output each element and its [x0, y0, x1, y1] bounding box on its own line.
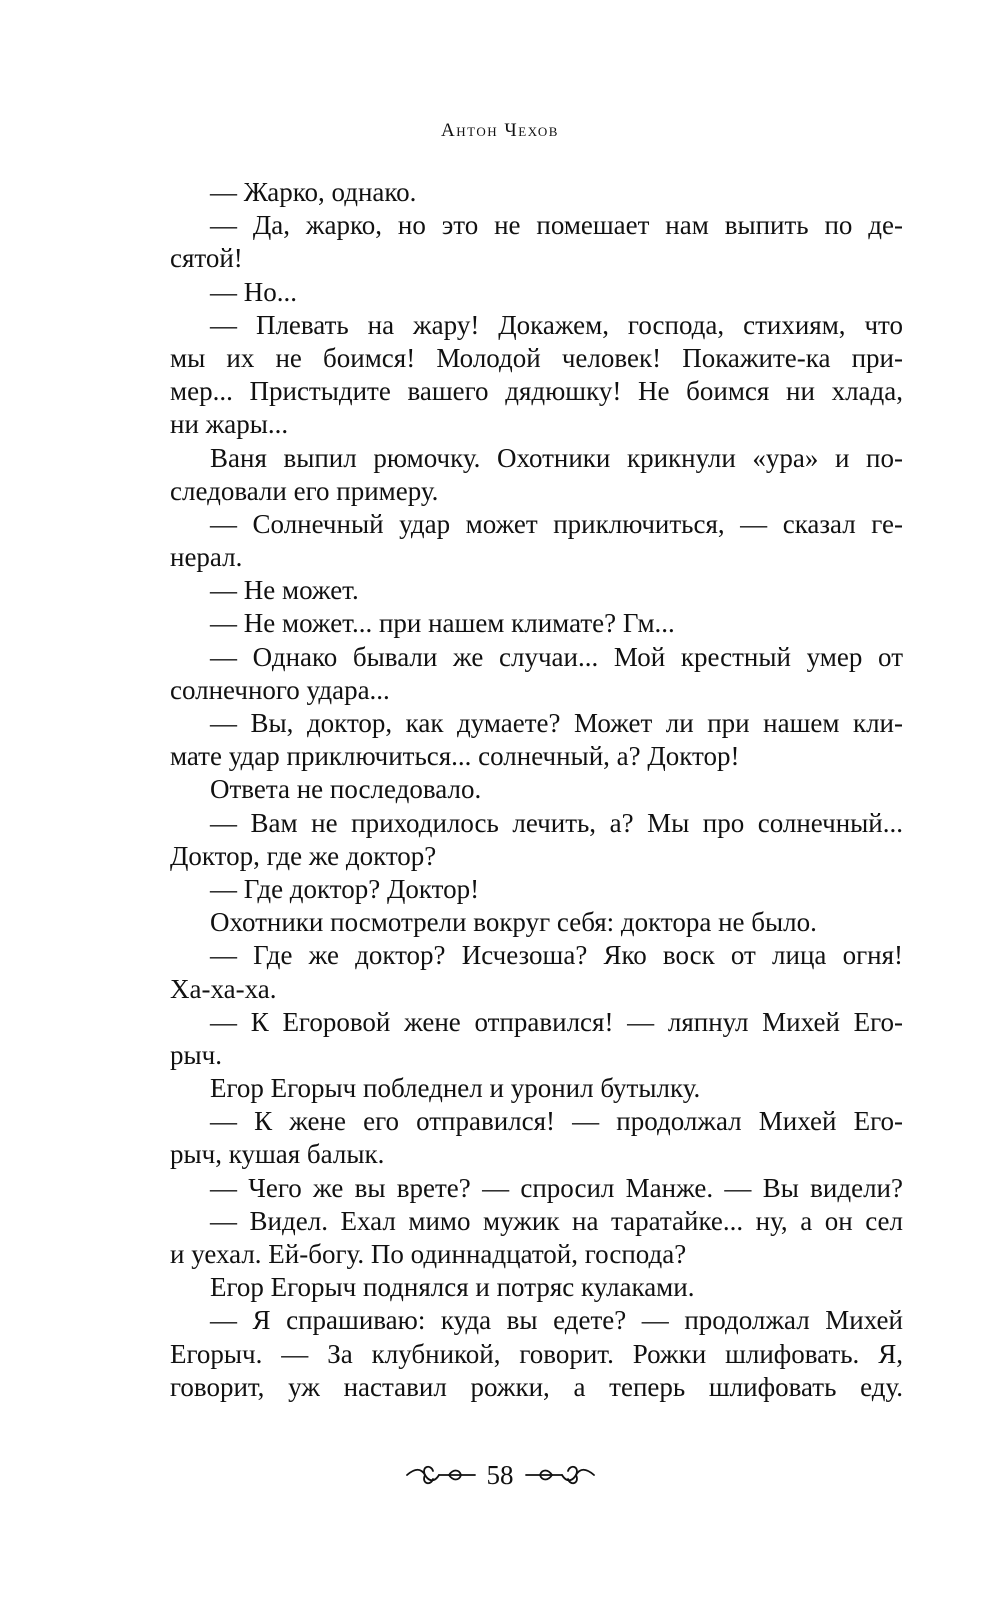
text-line: — Солнечный удар может приключиться, — сказал ге- — [210, 508, 903, 539]
text-line: мер... Пристыдите вашего дядюшку! Не боимся ни хлада, — [170, 376, 903, 407]
text-line: говорит, уж наставил рожки, а теперь шлифовать еду. — [170, 1371, 903, 1402]
text-line: Охотники посмотрели вокруг себя: доктора не было. — [210, 907, 817, 938]
text-line: — Да, жарко, но это не помешает нам выпить по де- — [210, 210, 903, 241]
page-folio — [0, 1460, 1000, 1490]
text-line: — Вам не приходилось лечить, а? Мы про солнечный... — [210, 807, 903, 838]
page-number: 58 — [486, 1460, 514, 1490]
text-line: — Где доктор? Доктор! — [210, 873, 480, 904]
text-line: — Видел. Ехал мимо мужик на таратайке... ну, а он сел — [210, 1205, 903, 1236]
text-line: — К жене его отправился! — продолжал Михей Его- — [210, 1106, 903, 1137]
running-title: Антон Чехов — [441, 120, 559, 141]
text-line: — Не может... при нашем климате? Гм... — [210, 608, 675, 639]
text-line: — Но... — [210, 276, 297, 307]
text-line: Ответа не последовало. — [210, 774, 482, 805]
text-line: Егорыч. — За клубникой, говорит. Рожки шлифовать. Я, — [170, 1338, 903, 1369]
text-line: мате удар приключиться... солнечный, а? Доктор! — [170, 741, 740, 772]
text-line: Ваня выпил рюмочку. Охотники крикнули «ура» и по- — [210, 442, 903, 473]
text-line: — Однако бывали же случаи... Мой крестный умер от — [210, 641, 903, 672]
text-line: — Где же доктор? Исчезоша? Яко воск от лица огня! — [210, 940, 903, 971]
flourish-ornament-icon — [524, 1462, 596, 1488]
text-line: нерал. — [170, 542, 243, 573]
text-line: Ха-ха-ха. — [170, 973, 277, 1004]
text-line: и уехал. Ей-богу. По одиннадцатой, господа? — [170, 1239, 687, 1269]
text-line: солнечного удара... — [170, 674, 390, 705]
text-line: — К Егоровой жене отправился! — ляпнул Михей Его- — [210, 1006, 903, 1037]
text-line: следовали его примеру. — [170, 475, 439, 506]
text-line: ни жары... — [170, 409, 289, 440]
text-line: сятой! — [170, 243, 243, 274]
text-line: Егор Егорыч поднялся и потряс кулаками. — [210, 1272, 695, 1303]
text-line: мы их не боимся! Молодой человек! Покажите-ка при- — [170, 342, 903, 373]
text-line: рыч. — [170, 1039, 222, 1070]
text-line: рыч, кушая балык. — [170, 1139, 385, 1170]
text-line: — Не может. — [210, 575, 359, 606]
text-line: — Плевать на жару! Докажем, господа, стихиям, что — [210, 309, 903, 340]
flourish-ornament-icon — [405, 1462, 477, 1488]
text-line: — Вы, доктор, как думаете? Может ли при нашем кли- — [210, 708, 903, 738]
text-line: — Я спрашиваю: куда вы едете? — продолжал Михей — [210, 1305, 903, 1336]
text-line: Егор Егорыч побледнел и уронил бутылку. — [210, 1073, 701, 1104]
page-text — [170, 176, 903, 1404]
text-line: — Жарко, однако. — [210, 177, 417, 207]
text-line: Доктор, где же доктор? — [170, 840, 437, 871]
text-line: — Чего же вы врете? — спросил Манже. — Вы видели? — [210, 1172, 903, 1203]
